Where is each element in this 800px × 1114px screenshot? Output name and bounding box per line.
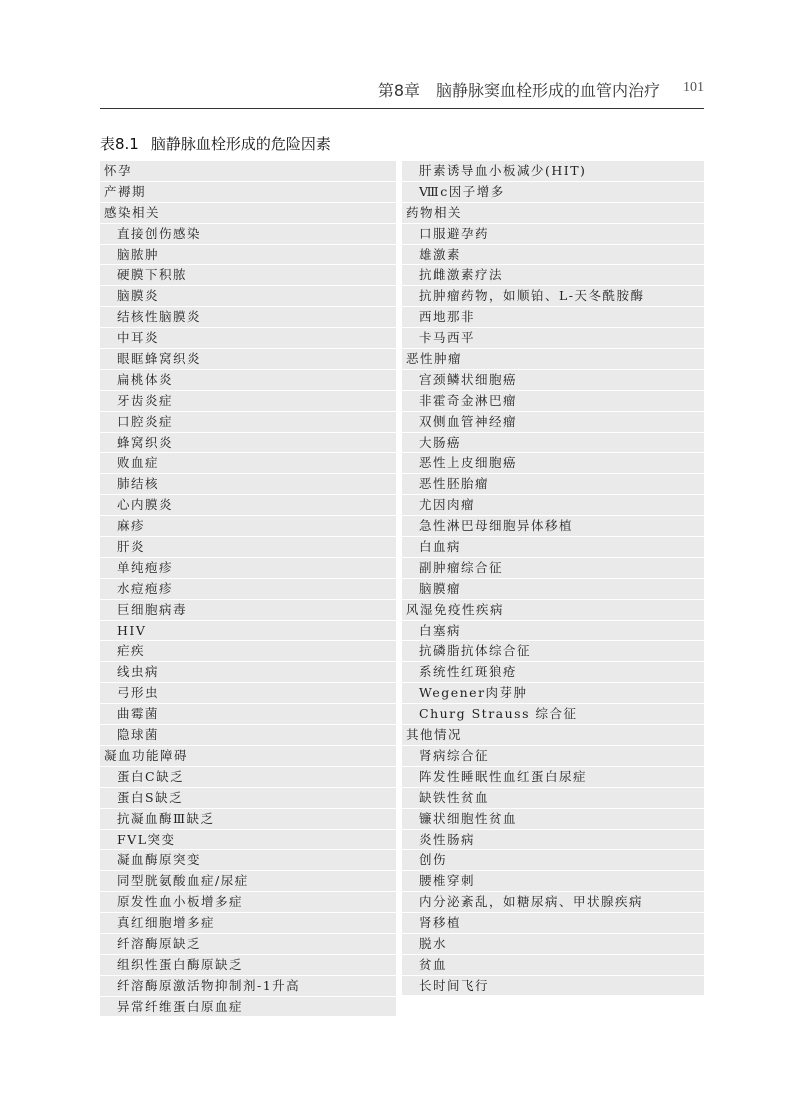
factor-row: 白塞病 (402, 621, 704, 642)
factor-row: 缺铁性贫血 (402, 788, 704, 809)
factor-row: 蛋白S缺乏 (100, 788, 396, 809)
category-row: 凝血功能障碍 (100, 746, 396, 767)
factor-row: 曲霉菌 (100, 704, 396, 725)
factor-row: 单纯疱疹 (100, 558, 396, 579)
factor-row: 雄激素 (402, 245, 704, 266)
factor-row: 贫血 (402, 955, 704, 976)
factor-row: 宫颈鳞状细胞癌 (402, 370, 704, 391)
category-row: 产褥期 (100, 182, 396, 203)
factor-row: 系统性红斑狼疮 (402, 662, 704, 683)
category-row: 感染相关 (100, 203, 396, 224)
factor-row: 卡马西平 (402, 328, 704, 349)
factor-row: 恶性上皮细胞癌 (402, 453, 704, 474)
factor-row: 凝血酶原突变 (100, 850, 396, 871)
factor-row: 同型胱氨酸血症/尿症 (100, 871, 396, 892)
factor-row: 抗雌激素疗法 (402, 265, 704, 286)
factor-row: 肾病综合征 (402, 746, 704, 767)
category-row: 其他情况 (402, 725, 704, 746)
factor-row: 长时间飞行 (402, 976, 704, 997)
factor-row: Churg Strauss 综合征 (402, 704, 704, 725)
factor-row: 肝炎 (100, 537, 396, 558)
factor-row: 恶性胚胎瘤 (402, 474, 704, 495)
header-rule (100, 108, 704, 109)
factor-row: 脑膜炎 (100, 286, 396, 307)
table-number: 表8.1 (100, 135, 139, 153)
factor-row: 腰椎穿刺 (402, 871, 704, 892)
factor-row: 败血症 (100, 453, 396, 474)
factor-row: 硬膜下积脓 (100, 265, 396, 286)
factor-row: 创伤 (402, 850, 704, 871)
factor-row: 隐球菌 (100, 725, 396, 746)
table-right-column (402, 161, 704, 995)
factor-row: 阵发性睡眠性血红蛋白尿症 (402, 767, 704, 788)
page-header (100, 74, 704, 108)
table-left-column (100, 161, 396, 1016)
factor-row: 镰状细胞性贫血 (402, 809, 704, 830)
factor-row: 副肿瘤综合征 (402, 558, 704, 579)
factor-row: 脑脓肿 (100, 245, 396, 266)
factor-row: 抗凝血酶Ⅲ缺乏 (100, 809, 396, 830)
factor-row: 水痘疱疹 (100, 579, 396, 600)
factor-row: 牙齿炎症 (100, 391, 396, 412)
factor-row: 急性淋巴母细胞异体移植 (402, 516, 704, 537)
factor-row: 心内膜炎 (100, 495, 396, 516)
factor-row: 脱水 (402, 934, 704, 955)
factor-row: 异常纤维蛋白原血症 (100, 997, 396, 1018)
factor-row: 巨细胞病毒 (100, 600, 396, 621)
factor-row: 疟疾 (100, 641, 396, 662)
factor-row: 抗磷脂抗体综合征 (402, 641, 704, 662)
factor-row: FVL突变 (100, 830, 396, 851)
factor-row: 炎性肠病 (402, 830, 704, 851)
factor-row: 白血病 (402, 537, 704, 558)
table-caption (100, 133, 331, 154)
factor-row: 口服避孕药 (402, 224, 704, 245)
factor-row: 组织性蛋白酶原缺乏 (100, 955, 396, 976)
factor-row: 脑膜瘤 (402, 579, 704, 600)
factor-row: 肝素诱导血小板减少(HIT) (402, 161, 704, 182)
factor-row: Wegener肉芽肿 (402, 683, 704, 704)
factor-row: 扁桃体炎 (100, 370, 396, 391)
factor-row: 蜂窝织炎 (100, 433, 396, 454)
factor-row: 内分泌紊乱，如糖尿病、甲状腺疾病 (402, 892, 704, 913)
factor-row: 大肠癌 (402, 433, 704, 454)
category-row: 怀孕 (100, 161, 396, 182)
table-title: 脑静脉血栓形成的危险因素 (150, 135, 331, 153)
factor-row: 肾移植 (402, 913, 704, 934)
factor-row: HIV (100, 621, 396, 642)
factor-row: 结核性脑膜炎 (100, 307, 396, 328)
category-row: 恶性肿瘤 (402, 349, 704, 370)
factor-row: 纤溶酶原激活物抑制剂-1升高 (100, 976, 396, 997)
factor-row: 抗肿瘤药物，如顺铂、L-天冬酰胺酶 (402, 286, 704, 307)
factor-row: 真红细胞增多症 (100, 913, 396, 934)
category-row: 风湿免疫性疾病 (402, 600, 704, 621)
factor-row: 直接创伤感染 (100, 224, 396, 245)
factor-row: 尤因肉瘤 (402, 495, 704, 516)
category-row: 药物相关 (402, 203, 704, 224)
factor-row: 肺结核 (100, 474, 396, 495)
factor-row: 非霍奇金淋巴瘤 (402, 391, 704, 412)
page-number: 101 (683, 80, 704, 95)
factor-row: 双侧血管神经瘤 (402, 412, 704, 433)
factor-row: 原发性血小板增多症 (100, 892, 396, 913)
factor-row: Ⅷc因子增多 (402, 182, 704, 203)
factor-row: 纤溶酶原缺乏 (100, 934, 396, 955)
factor-row: 中耳炎 (100, 328, 396, 349)
factor-row: 线虫病 (100, 662, 396, 683)
factor-row: 眼眶蜂窝织炎 (100, 349, 396, 370)
factor-row: 弓形虫 (100, 683, 396, 704)
factor-row: 蛋白C缺乏 (100, 767, 396, 788)
chapter-title: 第8章 脑静脉窦血栓形成的血管内治疗 (377, 81, 660, 100)
factor-row: 西地那非 (402, 307, 704, 328)
factor-row: 口腔炎症 (100, 412, 396, 433)
factor-row: 麻疹 (100, 516, 396, 537)
